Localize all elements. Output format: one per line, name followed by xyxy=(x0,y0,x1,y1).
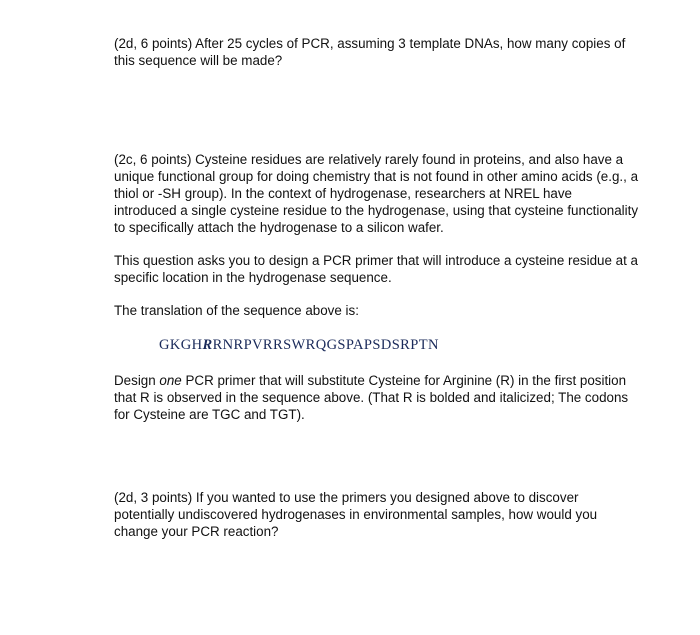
text-line: this sequence will be made? xyxy=(114,53,283,68)
amino-acid-sequence xyxy=(159,337,439,354)
primer-design-intro xyxy=(114,252,674,286)
text-line: (2c, 6 points) Cysteine residues are relatively rarely found in proteins, and also have a xyxy=(114,152,624,167)
translation-label xyxy=(114,302,674,319)
design-suffix: PCR primer that will substitute Cysteine for Arginine (R) in the first position xyxy=(181,373,627,388)
text-line: This question asks you to design a PCR primer that will introduce a cysteine residue at a xyxy=(114,253,638,268)
design-prefix: Design xyxy=(114,373,160,388)
text-line: thiol or -SH group). In the context of hydrogenase, researchers at NREL have xyxy=(114,186,573,201)
text-line xyxy=(114,372,674,389)
design-emphasis: one xyxy=(159,373,182,388)
sequence-before: GKGH xyxy=(159,337,203,353)
text-line: (2d, 6 points) After 25 cycles of PCR, assuming 3 template DNAs, how many copies of xyxy=(114,36,626,51)
sequence-highlighted-arginine: R xyxy=(202,337,213,353)
sequence-after: RNRPVRRSWRQGSPAPSDSRPTN xyxy=(212,337,439,353)
text-line: The translation of the sequence above is: xyxy=(114,303,359,318)
text-line: introduced a single cysteine residue to the hydrogenase, using that cysteine functionality xyxy=(114,203,639,218)
text-line: potentially undiscovered hydrogenases in environmental samples, how would you xyxy=(114,507,598,522)
text-line: specific location in the hydrogenase sequence. xyxy=(114,270,392,285)
question-2d-environmental-primers xyxy=(114,489,674,540)
question-2c-cysteine xyxy=(114,151,674,236)
primer-design-instruction xyxy=(114,372,674,423)
text-line: change your PCR reaction? xyxy=(114,524,279,539)
question-2d-pcr-copies xyxy=(114,35,674,69)
text-line: for Cysteine are TGC and TGT). xyxy=(114,407,305,422)
text-line: unique functional group for doing chemistry that is not found in other amino acids (e.g., a xyxy=(114,169,639,184)
text-line: to specifically attach the hydrogenase to a silicon wafer. xyxy=(114,220,444,235)
text-line: that R is observed in the sequence above. (That R is bolded and italicized; The codons xyxy=(114,390,629,405)
text-line: (2d, 3 points) If you wanted to use the primers you designed above to discover xyxy=(114,490,579,505)
